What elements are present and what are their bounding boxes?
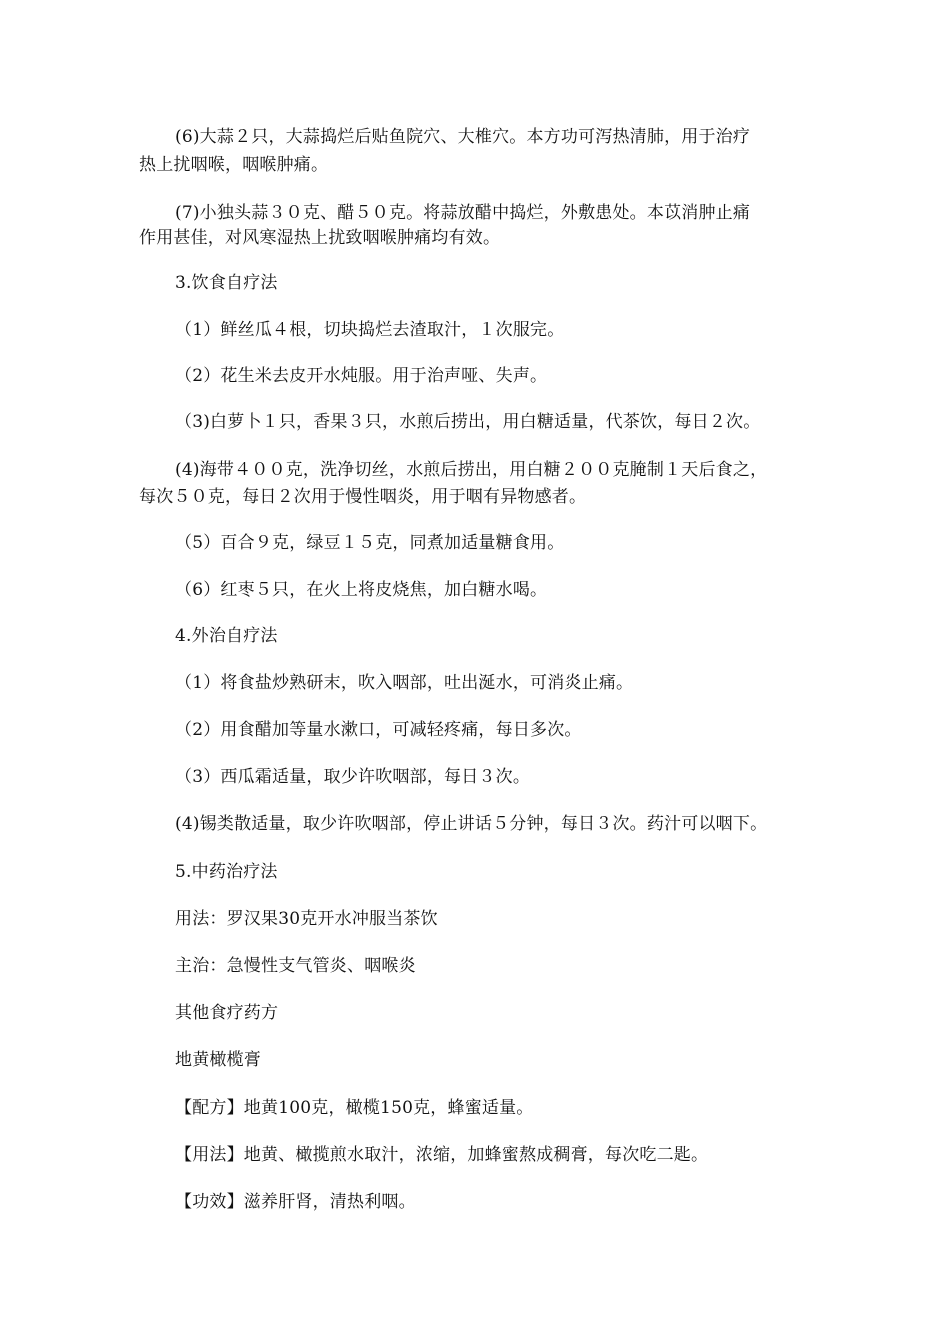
paragraph-line: (7)小独头蒜３０克、醋５０克。将蒜放醋中捣烂，外敷患处。本苡消肿止痛 xyxy=(175,203,751,223)
list-item: （2）花生米去皮开水炖服。用于治声哑、失声。 xyxy=(175,366,548,386)
list-item-continued: 每次５０克，每日２次用于慢性咽炎，用于咽有异物感者。 xyxy=(139,487,587,507)
section-heading: 4.外治自疗法 xyxy=(175,626,278,646)
section-heading: 3.饮食自疗法 xyxy=(175,273,278,293)
list-item: (4)锡类散适量，取少许吹咽部，停止讲话５分钟，每日３次。药汁可以咽下。 xyxy=(175,814,768,834)
recipe-usage: 【用法】地黄、橄揽煎水取汁，浓缩，加蜂蜜熬成稠膏，每次吃二匙。 xyxy=(175,1145,709,1165)
section-heading: 其他食疗药方 xyxy=(175,1003,279,1023)
paragraph-line: 作用甚佳，对风寒湿热上扰致咽喉肿痛均有效。 xyxy=(139,228,501,248)
list-item: （2）用食醋加等量水漱口，可减轻疼痛，每日多次。 xyxy=(175,720,582,740)
list-item: （6）红枣５只，在火上将皮烧焦，加白糖水喝。 xyxy=(175,580,548,600)
usage-line: 用法：罗汉果30克开水冲服当茶饮 xyxy=(175,909,438,929)
list-item: （3）西瓜霜适量，取少许吹咽部，每日３次。 xyxy=(175,767,531,787)
indication-line: 主治：急慢性支气管炎、咽喉炎 xyxy=(175,956,416,976)
recipe-title: 地黄橄榄膏 xyxy=(175,1050,261,1070)
list-item: （1）将食盐炒熟研末，吹入咽部，吐出涎水，可消炎止痛。 xyxy=(175,673,634,693)
paragraph-line: 热上扰咽喉，咽喉肿痛。 xyxy=(139,155,329,175)
recipe-effect: 【功效】滋养肝肾，清热利咽。 xyxy=(175,1192,416,1212)
list-item: （1）鲜丝瓜４根，切块捣烂去渣取汁，１次服完。 xyxy=(175,320,565,340)
recipe-formula: 【配方】地黄100克，橄榄150克，蜂蜜适量。 xyxy=(175,1098,534,1118)
list-item: （3)白萝卜１只，香果３只，水煎后捞出，用白糖适量，代茶饮，每日２次。 xyxy=(175,412,761,432)
list-item: (4)海带４００克，洗净切丝，水煎后捞出，用白糖２００克腌制１天后食之， xyxy=(175,460,768,480)
section-heading: 5.中药治疗法 xyxy=(175,862,278,882)
paragraph-line: (6)大蒜２只，大蒜捣烂后贴鱼院穴、大椎穴。本方功可泻热清肺，用于治疗 xyxy=(175,127,751,147)
list-item: （5）百合９克，绿豆１５克，同煮加适量糖食用。 xyxy=(175,533,565,553)
